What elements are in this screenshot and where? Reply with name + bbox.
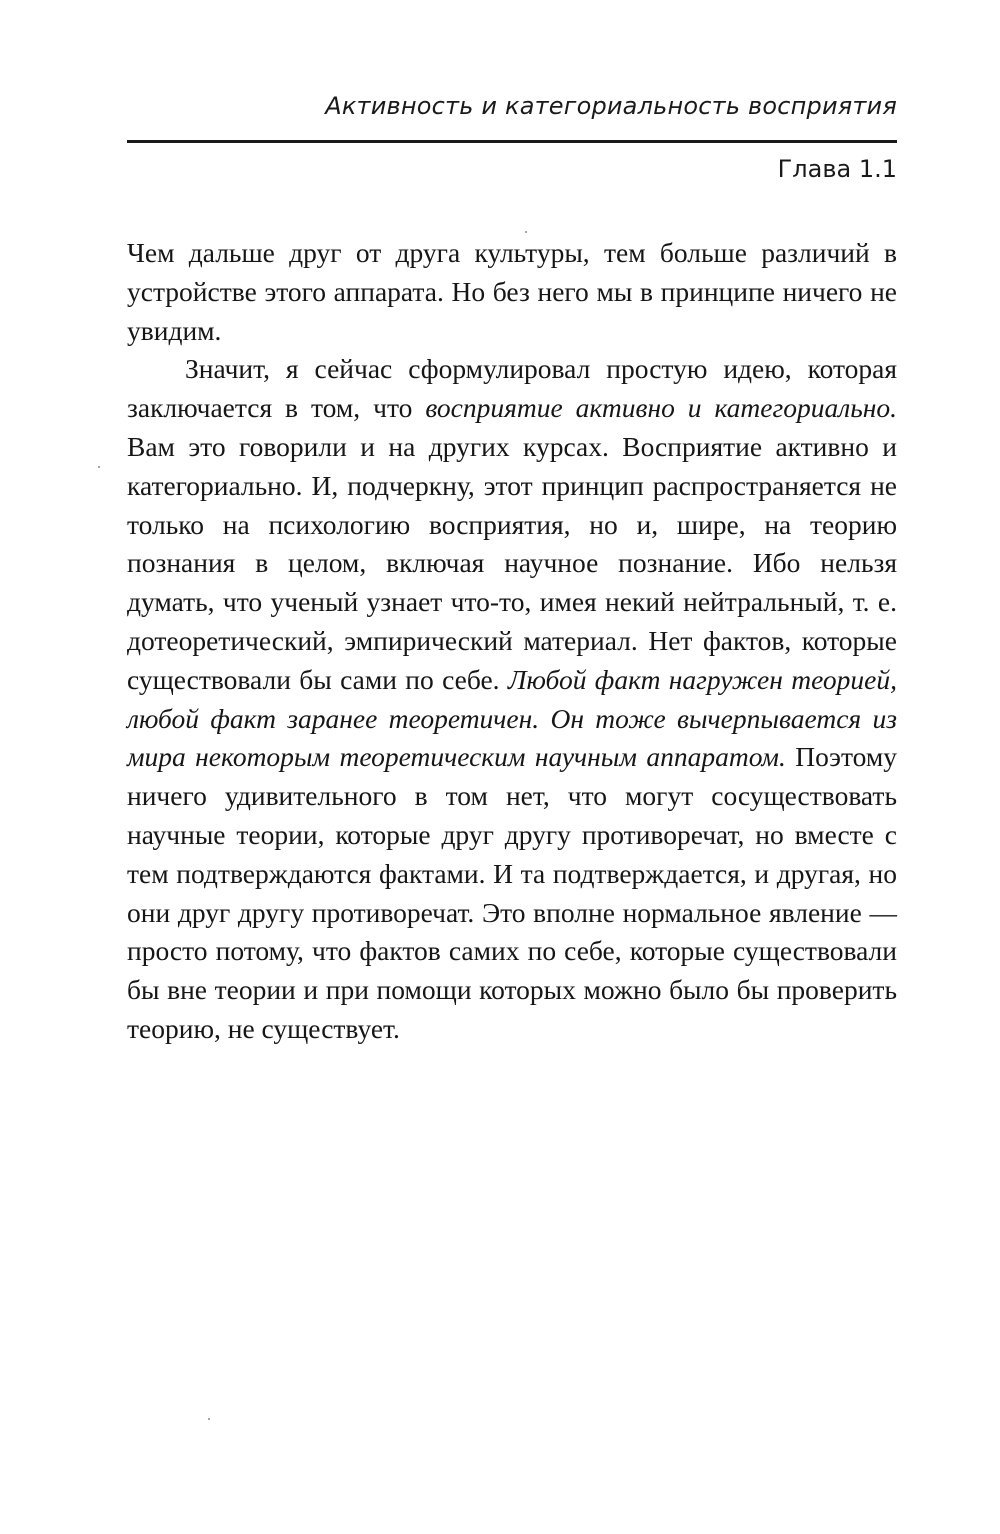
- paragraph-2-italic-2: Любой факт нагружен теорией, любой факт заранее теоретичен. Он тоже вычерпывается из мира некоторым теоретическим научным аппаратом.: [127, 663, 897, 773]
- body-text: [127, 234, 897, 1049]
- paragraph-1: Чем дальше друг от друга культуры, тем больше различий в устройстве этого аппарата. Но без него мы в принципе ничего не увидим.: [127, 237, 897, 346]
- paragraph-2-text-2: Вам это говорили и на других курсах. Восприятие активно и категориально. И, подчеркну, этот принцип распространяется не только на психологию восприятия, но и, шире, на теорию познания в целом, включая научное познание. Ибо нельзя думать, что ученый узнает что-то, имея некий нейтральный, т. е. дотеоретический, эмпирический материал. Нет фактов, которые существовали бы сами по себе.: [127, 430, 897, 695]
- header-rule: [127, 140, 897, 143]
- scan-speck: [525, 231, 527, 233]
- scan-speck: [98, 466, 100, 468]
- running-head-title: Активность и категориальность восприятия: [325, 92, 897, 120]
- scan-speck: [208, 1418, 210, 1420]
- paragraph-2-italic-1: восприятие активно и категориально.: [425, 392, 897, 424]
- paragraph-2: [127, 350, 897, 1048]
- chapter-label: Глава 1.1: [777, 155, 897, 183]
- paragraph-2-text-3: Поэтому ничего удивительного в том нет, что могут сосуществовать научные теории, которые друг другу противоречат, но вместе с тем подтверждаются фактами. И та подтверждается, и другая, но они друг другу противоречат. Это вполне нормальное явление — просто потому, что фактов самих по себе, которые существовали бы вне теории и при помощи которых можно было бы проверить теорию, не существует.: [127, 741, 897, 1044]
- paragraph-2-text-1: Значит, я сейчас сформулировал простую идею, которая заключается в том, что: [127, 353, 897, 424]
